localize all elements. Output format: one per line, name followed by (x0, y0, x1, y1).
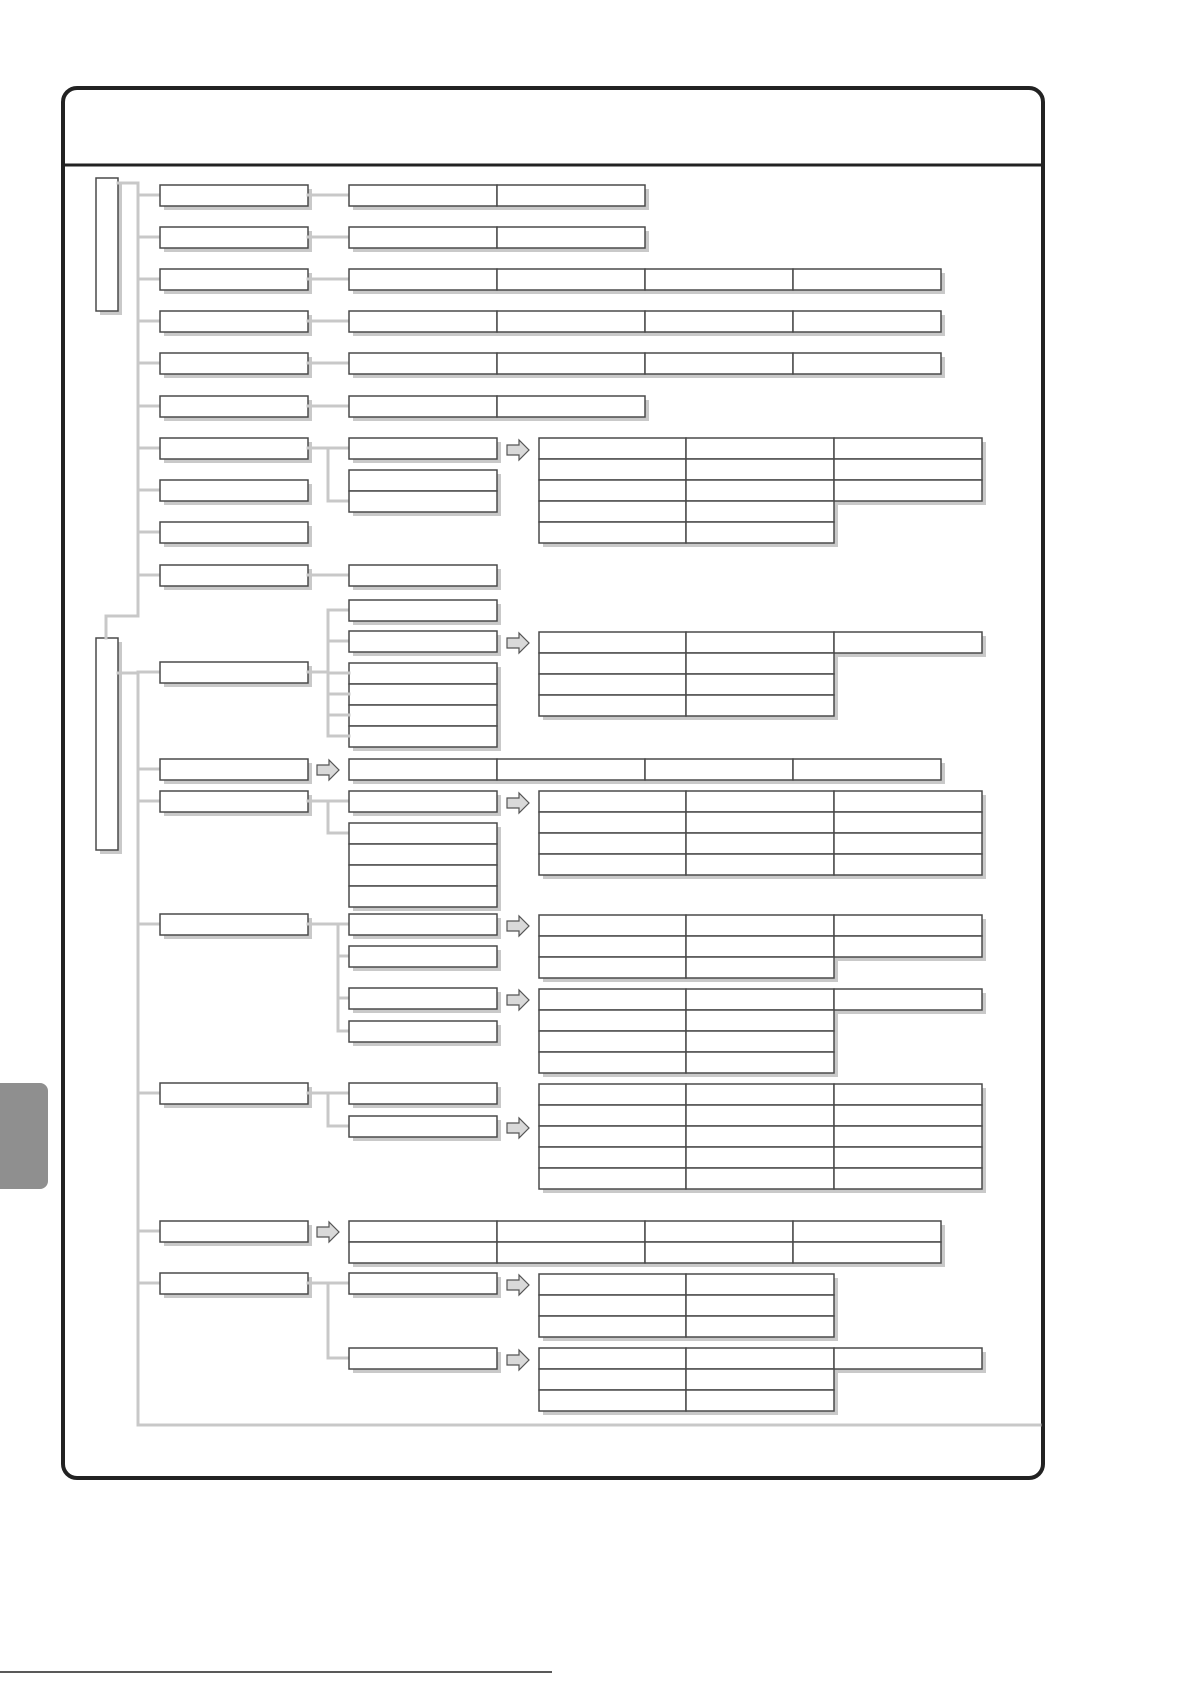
level2-cell (349, 185, 497, 206)
table-cell (686, 1147, 834, 1168)
table-cell (686, 1084, 834, 1105)
table-cell (834, 936, 982, 957)
table-cell (834, 1168, 982, 1189)
table-cell (539, 480, 686, 501)
table-cell (539, 674, 686, 695)
level2-box (349, 791, 497, 812)
level1-box (160, 1273, 308, 1294)
table-cell (539, 1316, 686, 1337)
table-cell (539, 1390, 686, 1411)
table-cell (686, 1052, 834, 1073)
level2-box (349, 470, 497, 491)
level2-box (349, 631, 497, 652)
level2-cell (793, 1221, 941, 1242)
level1-box (160, 227, 308, 248)
table-cell (686, 1369, 834, 1390)
arrow-icon (507, 990, 529, 1010)
table-cell (539, 989, 686, 1010)
table-cell (686, 632, 834, 653)
table-cell (834, 438, 982, 459)
level2-box (349, 565, 497, 586)
table-cell (686, 1105, 834, 1126)
table-cell (686, 695, 834, 716)
level2-box (349, 865, 497, 886)
level1-box (160, 759, 308, 780)
arrow-icon (507, 633, 529, 653)
level1-box (160, 1221, 308, 1242)
table-cell (539, 1052, 686, 1073)
level2-cell (349, 1242, 497, 1263)
level2-box (349, 1348, 497, 1369)
table-cell (686, 854, 834, 875)
level2-cell (645, 1221, 793, 1242)
table-cell (539, 501, 686, 522)
table-cell (834, 1126, 982, 1147)
table-cell (686, 1295, 834, 1316)
table-cell (539, 1147, 686, 1168)
table-cell (834, 812, 982, 833)
table-cell (686, 653, 834, 674)
level2-cell (349, 311, 497, 332)
table-cell (686, 915, 834, 936)
level2-box (349, 1083, 497, 1104)
table-cell (539, 957, 686, 978)
table-cell (834, 833, 982, 854)
table-cell (539, 438, 686, 459)
level2-cell (497, 185, 645, 206)
level1-box (160, 396, 308, 417)
table-cell (686, 522, 834, 543)
level2-cell (349, 353, 497, 374)
level2-box (349, 844, 497, 865)
table-cell (686, 957, 834, 978)
level2-cell (497, 1221, 645, 1242)
table-cell (686, 1316, 834, 1337)
table-cell (539, 1168, 686, 1189)
level2-cell (793, 1242, 941, 1263)
table-cell (686, 833, 834, 854)
level2-cell (497, 311, 645, 332)
table-cell (539, 653, 686, 674)
table-cell (686, 989, 834, 1010)
table-cell (834, 791, 982, 812)
table-cell (539, 522, 686, 543)
table-cell (686, 1274, 834, 1295)
table-cell (834, 854, 982, 875)
table-cell (539, 1084, 686, 1105)
level1-box (160, 791, 308, 812)
table-cell (686, 812, 834, 833)
table-cell (539, 812, 686, 833)
table-cell (539, 1295, 686, 1316)
level1-box (160, 480, 308, 501)
level2-box (349, 1116, 497, 1137)
level2-box (349, 823, 497, 844)
table-cell (539, 1031, 686, 1052)
table-cell (686, 791, 834, 812)
arrow-icon (507, 440, 529, 460)
level2-box (349, 886, 497, 907)
arrow-icon (507, 916, 529, 936)
category-pillar (96, 638, 118, 850)
level2-cell (645, 759, 793, 780)
level2-box (349, 438, 497, 459)
table-cell (539, 936, 686, 957)
table-cell (539, 915, 686, 936)
level2-cell (349, 269, 497, 290)
level2-box (349, 988, 497, 1009)
table-cell (539, 1274, 686, 1295)
table-cell (539, 1126, 686, 1147)
arrow-icon (507, 793, 529, 813)
table-cell (686, 1031, 834, 1052)
table-cell (686, 480, 834, 501)
level2-box (349, 684, 497, 705)
table-cell (834, 1147, 982, 1168)
level2-cell (645, 353, 793, 374)
level2-box (349, 914, 497, 935)
table-cell (539, 1348, 686, 1369)
level2-cell (497, 227, 645, 248)
level2-cell (497, 759, 645, 780)
level2-cell (349, 396, 497, 417)
level2-box (349, 946, 497, 967)
table-cell (834, 1105, 982, 1126)
level2-box (349, 1273, 497, 1294)
table-cell (834, 1084, 982, 1105)
level2-cell (497, 353, 645, 374)
table-cell (539, 1010, 686, 1031)
level2-cell (349, 227, 497, 248)
level2-box (349, 726, 497, 747)
level2-cell (793, 311, 941, 332)
table-cell (539, 1105, 686, 1126)
table-cell (834, 632, 982, 653)
side-tab-fill (0, 1083, 20, 1189)
level2-cell (645, 311, 793, 332)
table-cell (834, 459, 982, 480)
arrow-icon (317, 1222, 339, 1242)
table-cell (834, 480, 982, 501)
level1-box (160, 522, 308, 543)
table-cell (539, 459, 686, 480)
table-cell (686, 936, 834, 957)
level2-box (349, 1021, 497, 1042)
level1-box (160, 914, 308, 935)
level2-box (349, 705, 497, 726)
level2-cell (349, 1221, 497, 1242)
table-cell (686, 501, 834, 522)
table-cell (686, 459, 834, 480)
level2-box (349, 491, 497, 512)
level1-box (160, 1083, 308, 1104)
table-cell (539, 1369, 686, 1390)
level1-box (160, 565, 308, 586)
table-cell (834, 989, 982, 1010)
level1-box (160, 662, 308, 683)
arrow-icon (507, 1118, 529, 1138)
level1-box (160, 269, 308, 290)
level2-cell (645, 1242, 793, 1263)
level1-box (160, 353, 308, 374)
table-cell (686, 674, 834, 695)
level2-cell (645, 269, 793, 290)
table-cell (539, 632, 686, 653)
table-cell (686, 1126, 834, 1147)
arrow-icon (507, 1350, 529, 1370)
level1-box (160, 438, 308, 459)
level2-cell (793, 269, 941, 290)
table-cell (539, 833, 686, 854)
level2-cell (497, 1242, 645, 1263)
level1-box (160, 185, 308, 206)
level2-cell (497, 269, 645, 290)
table-cell (539, 791, 686, 812)
level2-box (349, 663, 497, 684)
table-cell (539, 854, 686, 875)
level2-box (349, 600, 497, 621)
level2-cell (497, 396, 645, 417)
table-cell (686, 1390, 834, 1411)
table-cell (834, 1348, 982, 1369)
arrow-icon (317, 760, 339, 780)
table-cell (686, 1010, 834, 1031)
level2-cell (793, 353, 941, 374)
category-pillar (96, 178, 118, 311)
level2-cell (349, 759, 497, 780)
arrow-icon (507, 1275, 529, 1295)
table-cell (539, 695, 686, 716)
table-cell (686, 1168, 834, 1189)
table-cell (686, 438, 834, 459)
level1-box (160, 311, 308, 332)
table-cell (834, 915, 982, 936)
level2-cell (793, 759, 941, 780)
table-cell (686, 1348, 834, 1369)
